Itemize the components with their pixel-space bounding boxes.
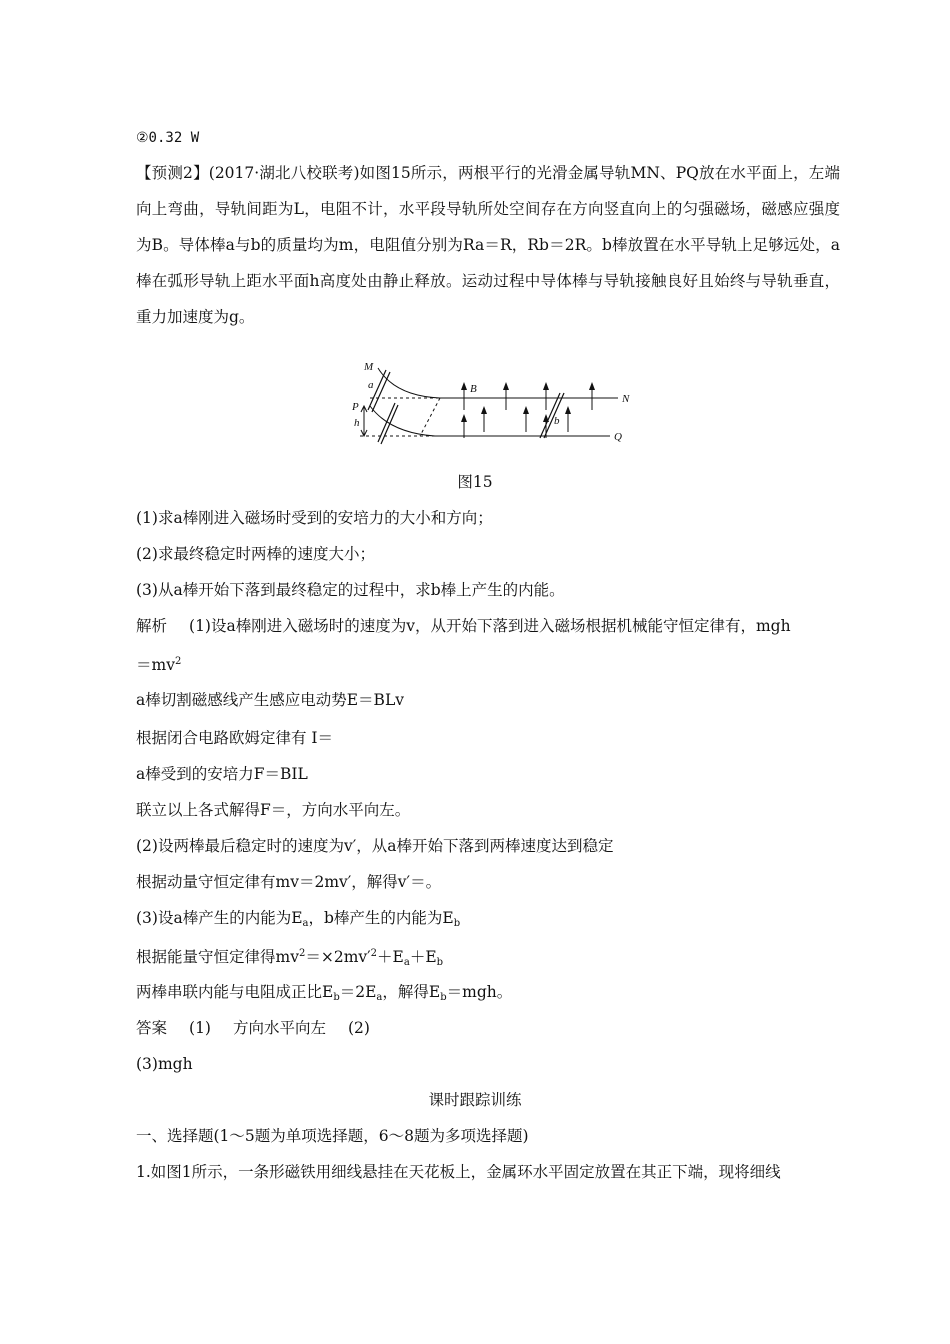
exercise-1: 1.如图1所示，一条形磁铁用细线悬挂在天花板上，金属环水平固定放置在其正下端，现将细线 [136, 1163, 781, 1181]
answer-line: 答案 (1) 方向水平向左 (2) [136, 1019, 370, 1037]
previous-answer: ②0.32 W [136, 130, 200, 146]
analysis-line-2: a棒切割磁感线产生感应电动势E＝BLv [136, 691, 404, 709]
analysis-line-3: 根据闭合电路欧姆定律有 I＝ [136, 729, 334, 747]
section-title: 课时跟踪训练 [428, 1091, 522, 1109]
label-B: B [470, 383, 477, 395]
answer-label: 答案 [136, 1019, 168, 1037]
figure-caption: 图15 [457, 473, 493, 491]
analysis-line-5: 联立以上各式解得F＝，方向水平向左。 [136, 801, 411, 819]
question-2: (2)求最终稳定时两棒的速度大小； [136, 545, 375, 563]
label-N: N [622, 393, 630, 405]
analysis-line-6: (2)设两棒最后稳定时的速度为v′，从a棒开始下落到两棒速度达到稳定 [136, 837, 614, 855]
problem-text: (2017·湖北八校联考)如图15所示，两根平行的光滑金属导轨MN、PQ放在水平面上，左端向上弯曲，导轨间距为L，电阻不计，水平段导轨所处空间存在方向竖直向上的匀强磁场，磁感应强度为B。导体棒a与b的质量均为m，电阻值分别为Ra＝R，Rb＝2R。b棒放置在水平导轨上足够远处，a棒在弧形导轨上距水平面h高度处由静止释放。运动过程中导体棒与导轨接触良好且始终与导轨垂直，重力加速度为g。 [136, 164, 840, 326]
label-a: a [368, 379, 374, 391]
analysis-line-9: 根据能量守恒定律得$mv^2=\times 2mv'^2+E_a+E_b$ [136, 948, 444, 968]
analysis-line-1b: $=mv^2$ [136, 656, 182, 674]
problem-tag: 【预测2】 [136, 164, 209, 182]
analysis-line-8: (3)设a棒产生的内能为$E_a$，b棒产生的内能为$E_b$ [136, 909, 461, 929]
problem-statement [136, 155, 840, 335]
question-3: (3)从a棒开始下落到最终稳定的过程中，求b棒上产生的内能。 [136, 581, 565, 599]
answer-line-2: (3)mgh [136, 1055, 193, 1073]
analysis-line-10: 两棒串联内能与电阻成正比$E_b=2E_a$，解得$E_b=mgh$。 [136, 983, 513, 1003]
figure-15-rail-diagram [340, 358, 640, 448]
label-M: M [364, 361, 374, 373]
analysis-label: 解析 [136, 617, 168, 635]
section-subtitle: 一、选择题(1～5题为单项选择题，6～8题为多项选择题) [136, 1127, 529, 1145]
label-h: h [354, 417, 360, 429]
label-b: b [554, 415, 560, 427]
analysis-line-1: 解析 (1)设a棒刚进入磁场时的速度为v，从开始下落到进入磁场根据机械能守恒定律有，mgh [136, 617, 791, 635]
analysis-line-4: a棒受到的安培力F＝BIL [136, 765, 308, 783]
analysis-line-7: 根据动量守恒定律有mv＝2mv′，解得v′＝。 [136, 873, 442, 891]
question-1: (1)求a棒刚进入磁场时受到的安培力的大小和方向； [136, 509, 493, 527]
label-Q: Q [614, 431, 622, 443]
label-P: P [352, 401, 359, 413]
